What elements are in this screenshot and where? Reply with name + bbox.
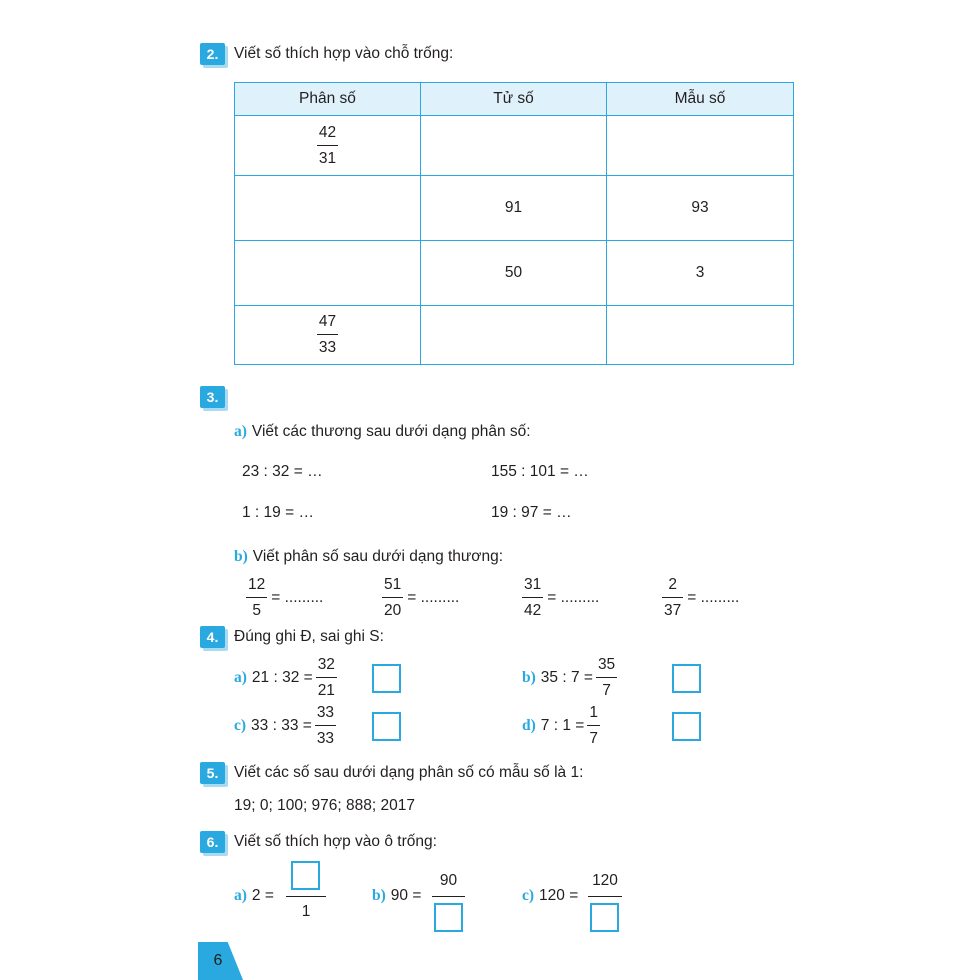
exercise-4-badge xyxy=(200,626,225,648)
cell-mau-so xyxy=(607,116,794,176)
fraction xyxy=(587,702,600,750)
true-false-item xyxy=(234,702,336,750)
exercise-number: 3. xyxy=(206,389,219,405)
item-label: b) xyxy=(522,669,536,686)
answer-blank: = ......... xyxy=(271,589,324,606)
fraction-to-quotient-item xyxy=(382,574,459,622)
numerator: 32 xyxy=(316,654,337,678)
item-label: a) xyxy=(234,887,247,904)
left-side: 2 = xyxy=(251,887,274,904)
division-expression: 33 : 33 = xyxy=(251,717,312,734)
cell-fraction xyxy=(235,241,421,306)
fraction xyxy=(246,574,267,622)
exercise-number: 5. xyxy=(206,765,219,781)
cell-mau-so xyxy=(607,306,794,365)
fraction-to-quotient-item xyxy=(522,574,599,622)
table-header-row xyxy=(235,83,794,116)
answer-box xyxy=(372,664,401,693)
fill-box-item xyxy=(522,885,578,907)
denominator: 5 xyxy=(252,602,261,619)
exercise-3-badge xyxy=(200,386,225,408)
exercise-3a-instruction xyxy=(234,421,531,443)
denominator: 1 xyxy=(301,903,311,920)
header-tu-so: Tử số xyxy=(421,83,607,116)
exercise-5-badge xyxy=(200,762,225,784)
fraction xyxy=(315,702,336,750)
cell-fraction xyxy=(235,116,421,176)
numerator: 47 xyxy=(317,311,338,335)
numerator: 120 xyxy=(592,872,618,889)
item-label: c) xyxy=(234,717,247,734)
fraction-bar xyxy=(432,896,465,897)
part-instruction: Viết phân số sau dưới dạng thương: xyxy=(252,548,504,565)
exercise-number: 2. xyxy=(206,46,219,62)
cell-fraction xyxy=(235,176,421,241)
fraction-bar xyxy=(286,896,326,897)
true-false-item xyxy=(522,654,617,702)
exercise-6-badge xyxy=(200,831,225,853)
cell-fraction xyxy=(235,306,421,365)
left-side: 90 = xyxy=(390,887,422,904)
fraction-bar xyxy=(588,896,622,897)
header-phan-so: Phân số xyxy=(235,83,421,116)
numerator: 2 xyxy=(662,574,683,598)
fill-box-item xyxy=(234,885,274,907)
denominator: 33 xyxy=(318,339,337,356)
fraction xyxy=(317,122,338,170)
exercise-number: 6. xyxy=(206,834,219,850)
number-list: 19; 0; 100; 976; 888; 2017 xyxy=(234,797,415,814)
cell-tu-so xyxy=(421,116,607,176)
cell-mau-so: 3 xyxy=(607,241,794,306)
part-instruction: Viết các thương sau dưới dạng phân số: xyxy=(251,423,531,440)
fraction xyxy=(316,654,337,702)
fraction-to-quotient-item xyxy=(662,574,739,622)
answer-box xyxy=(590,903,619,932)
numerator: 12 xyxy=(246,574,267,598)
denominator: 42 xyxy=(524,602,542,619)
numerator: 1 xyxy=(587,702,600,726)
table-row xyxy=(235,306,794,365)
item-label: c) xyxy=(522,887,535,904)
item-label: b) xyxy=(372,887,386,904)
denominator: 21 xyxy=(317,682,335,699)
numerator: 42 xyxy=(317,122,338,146)
division-expression: 7 : 1 = xyxy=(540,717,585,734)
cell-tu-so xyxy=(421,306,607,365)
quotient-expression: 23 : 32 = … xyxy=(242,463,323,480)
header-mau-so: Mẫu số xyxy=(607,83,794,116)
quotient-expression: 19 : 97 = … xyxy=(491,504,572,521)
exercise-5-instruction: Viết các số sau dưới dạng phân số có mẫu số là 1: xyxy=(234,764,584,781)
table-row xyxy=(235,176,794,241)
exercise-2-badge xyxy=(200,43,225,65)
answer-blank: = ......... xyxy=(547,589,600,606)
exercise-6-instruction: Viết số thích hợp vào ô trống: xyxy=(234,833,437,850)
true-false-item xyxy=(522,702,600,750)
part-label: a) xyxy=(234,423,247,440)
answer-box xyxy=(372,712,401,741)
fraction xyxy=(662,574,683,622)
cell-tu-so: 50 xyxy=(421,241,607,306)
fraction xyxy=(596,654,617,702)
numerator: 90 xyxy=(439,872,458,889)
cell-mau-so: 93 xyxy=(607,176,794,241)
answer-blank: = ......... xyxy=(407,589,460,606)
exercise-2-instruction: Viết số thích hợp vào chỗ trống: xyxy=(234,45,454,62)
page-number: 6 xyxy=(213,952,223,969)
part-label: b) xyxy=(234,548,248,565)
numerator: 31 xyxy=(522,574,543,598)
answer-blank: = ......... xyxy=(687,589,740,606)
table-row xyxy=(235,116,794,176)
fraction xyxy=(382,574,403,622)
denominator: 31 xyxy=(318,149,337,167)
fraction-to-quotient-item xyxy=(246,574,323,622)
fill-box-item xyxy=(372,885,421,907)
exercise-3b-instruction xyxy=(234,546,503,568)
exercise-number: 4. xyxy=(206,629,219,645)
item-label: d) xyxy=(522,717,536,734)
quotient-expression: 155 : 101 = … xyxy=(491,463,589,480)
item-label: a) xyxy=(234,669,247,686)
numerator: 33 xyxy=(315,702,336,726)
true-false-item xyxy=(234,654,337,702)
left-side: 120 = xyxy=(539,887,579,904)
answer-box xyxy=(672,712,701,741)
denominator: 37 xyxy=(664,602,682,619)
denominator: 33 xyxy=(316,730,335,747)
denominator: 7 xyxy=(602,682,611,699)
answer-box xyxy=(291,861,320,890)
division-expression: 21 : 32 = xyxy=(251,669,313,686)
answer-box xyxy=(434,903,463,932)
fraction-table xyxy=(234,82,794,365)
numerator: 51 xyxy=(382,574,403,598)
denominator: 7 xyxy=(589,730,598,747)
exercise-4-instruction: Đúng ghi Đ, sai ghi S: xyxy=(234,628,384,645)
table-row xyxy=(235,241,794,306)
denominator: 20 xyxy=(384,602,402,619)
quotient-expression: 1 : 19 = … xyxy=(242,504,314,521)
fraction xyxy=(522,574,543,622)
numerator: 35 xyxy=(596,654,617,678)
cell-tu-so: 91 xyxy=(421,176,607,241)
division-expression: 35 : 7 = xyxy=(540,669,593,686)
answer-box xyxy=(672,664,701,693)
fraction xyxy=(317,311,338,359)
